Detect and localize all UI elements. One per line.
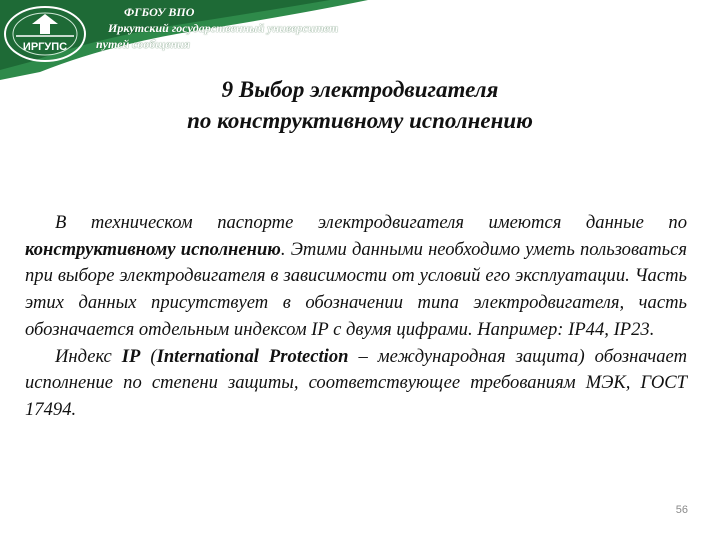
organization-name — [96, 4, 436, 52]
body-text — [25, 210, 687, 424]
p1-text-a: В техническом паспорте электродвигателя имеются данные по — [55, 212, 687, 233]
slide-title — [0, 74, 720, 136]
page-number: 56 — [675, 504, 688, 516]
org-line-2: Иркутский государственный университет — [108, 21, 339, 35]
p1-bold-term: конструктивному исполнению — [25, 238, 281, 260]
org-line-3: путей сообщения — [96, 37, 191, 51]
paragraph-1 — [25, 210, 687, 344]
org-line-1: ФГБОУ ВПО — [124, 5, 195, 19]
p2-text-a: Индекс — [55, 345, 122, 367]
title-line-1: 9 Выбор электродвигателя — [221, 77, 499, 102]
title-line-2: по конструктивному исполнению — [187, 108, 533, 133]
p2-bold-term: International Protection — [156, 345, 349, 367]
logo-text: ИРГУПС — [22, 41, 68, 53]
paragraph-2 — [25, 344, 687, 424]
p2-text-c: – международная защита) обозначает исполнение по степени защиты, соответствующее требованиям МЭК, ГОСТ 17494. — [25, 345, 687, 420]
p2-text-b: ( — [140, 345, 157, 367]
p1-text-b: . Этими данными необходимо уметь пользоваться при выборе электродвигателя в зависимости от условий его эксплуатации. Часть этих данных присутствует в обозначении типа электродвигателя, часть обозначается отдельным индексом IP с двумя цифрами. Например: IP44, IP23. — [25, 238, 687, 340]
slide-header — [0, 0, 720, 80]
p2-bold-ip: IP — [121, 345, 141, 367]
university-logo — [2, 4, 88, 64]
